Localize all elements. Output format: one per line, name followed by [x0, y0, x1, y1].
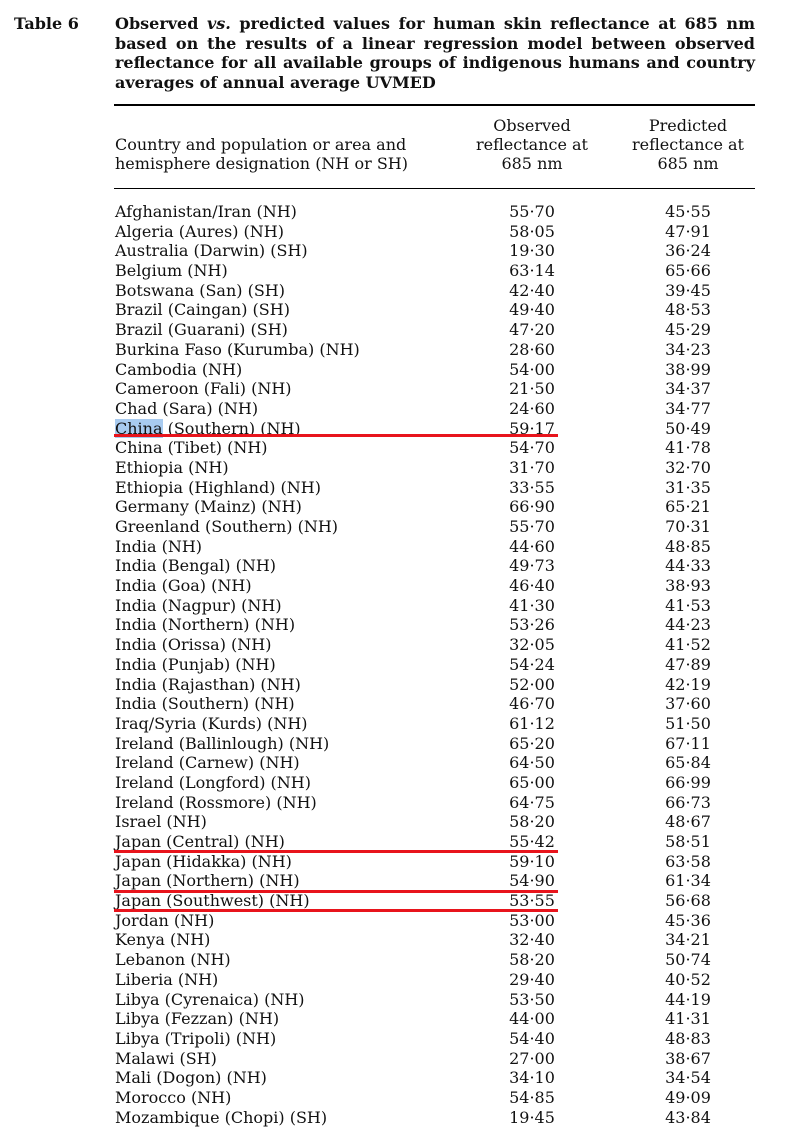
cell-country: Ireland (Longford) (NH) [115, 772, 311, 792]
cell-predicted: 49·09 [665, 1087, 711, 1107]
cell-country: India (Northern) (NH) [115, 615, 296, 635]
cell-country: Japan (Southwest) (NH) [115, 891, 310, 911]
table-row [0, 812, 807, 832]
cell-country: Jordan (NH) [115, 910, 215, 930]
table-row [0, 261, 807, 281]
cell-predicted: 48·67 [665, 812, 711, 832]
cell-observed: 31·70 [509, 457, 555, 477]
cell-predicted: 65·84 [665, 753, 711, 773]
table-row [0, 911, 807, 931]
cell-predicted: 48·53 [665, 300, 711, 320]
table-label: Table 6 [14, 14, 79, 33]
cell-observed: 54·40 [509, 1028, 555, 1048]
table-row [0, 1108, 807, 1128]
cell-country: India (Punjab) (NH) [115, 654, 276, 674]
cell-country: Botswana (San) (SH) [115, 280, 285, 300]
table-row [0, 793, 807, 813]
table-row [0, 300, 807, 320]
cell-country: Australia (Darwin) (SH) [115, 241, 308, 261]
cell-observed: 47·20 [509, 320, 555, 340]
cell-observed: 32·05 [509, 635, 555, 655]
cell-country: Mozambique (Chopi) (SH) [115, 1107, 328, 1127]
cell-country: Lebanon (NH) [115, 950, 231, 970]
cell-observed: 49·73 [509, 556, 555, 576]
table-row [0, 950, 807, 970]
cell-predicted: 34·23 [665, 339, 711, 359]
cell-country: Liberia (NH) [115, 969, 219, 989]
cell-predicted: 34·37 [665, 379, 711, 399]
cell-predicted: 43·84 [665, 1107, 711, 1127]
cell-country: Brazil (Guarani) (SH) [115, 320, 288, 340]
cell-observed: 58·20 [509, 950, 555, 970]
header-country: Country and population or area and hemisphere designation (NH or SH) [115, 135, 408, 173]
cell-country: Libya (Cyrenaica) (NH) [115, 989, 305, 1009]
cell-predicted: 48·85 [665, 536, 711, 556]
cell-observed: 55·70 [509, 517, 555, 536]
cell-predicted: 34·54 [665, 1068, 711, 1088]
cell-observed: 44·00 [509, 1009, 555, 1029]
cell-country: India (NH) [115, 536, 203, 556]
table-row [0, 576, 807, 596]
cell-country: Burkina Faso (Kurumba) (NH) [115, 339, 360, 359]
table-row [0, 930, 807, 950]
cell-observed: 54·70 [509, 438, 555, 458]
cell-predicted: 36·24 [665, 241, 711, 261]
cell-predicted: 47·91 [665, 221, 711, 241]
cell-observed: 53·50 [509, 989, 555, 1009]
cell-observed: 55·70 [509, 202, 555, 221]
cell-observed: 46·40 [509, 576, 555, 596]
cell-observed: 55·42 [509, 832, 555, 851]
cell-observed: 34·10 [509, 1068, 555, 1088]
cell-observed: 65·20 [509, 733, 555, 753]
table-row [0, 1068, 807, 1088]
cell-observed: 53·55 [509, 891, 555, 911]
cell-country: Mali (Dogon) (NH) [115, 1068, 267, 1088]
annotation-underline [114, 850, 558, 853]
cell-observed: 59·17 [509, 418, 555, 438]
cell-country: Libya (Tripoli) (NH) [115, 1028, 277, 1048]
cell-predicted: 44·23 [665, 615, 711, 635]
cell-observed: 46·70 [509, 694, 555, 714]
cell-country: Brazil (Caingan) (SH) [115, 300, 290, 320]
cell-observed: 27·00 [509, 1048, 555, 1068]
annotation-underline [114, 434, 558, 437]
header-rule [114, 188, 755, 189]
cell-country: India (Bengal) (NH) [115, 556, 277, 576]
cell-predicted: 48·83 [665, 1028, 711, 1048]
annotation-underline [114, 909, 558, 912]
cell-country: Cameroon (Fali) (NH) [115, 379, 292, 399]
table-row [0, 714, 807, 734]
cell-predicted: 47·89 [665, 654, 711, 674]
table-row [0, 753, 807, 773]
table-row [0, 1088, 807, 1108]
cell-observed: 64·50 [509, 753, 555, 773]
cell-predicted: 44·33 [665, 556, 711, 576]
table-row [0, 734, 807, 754]
cell-observed: 19·30 [509, 241, 555, 261]
cell-observed: 41·30 [509, 595, 555, 615]
cell-country: Ethiopia (Highland) (NH) [115, 477, 321, 497]
cell-observed: 58·20 [509, 812, 555, 832]
text-selection-highlight: China [115, 418, 163, 438]
table-row [0, 1029, 807, 1049]
cell-predicted: 41·78 [665, 438, 711, 458]
cell-predicted: 38·93 [665, 576, 711, 596]
cell-predicted: 32·70 [665, 457, 711, 477]
table-row [0, 360, 807, 380]
cell-observed: 64·75 [509, 792, 555, 812]
table-caption [115, 14, 755, 92]
cell-country: India (Nagpur) (NH) [115, 595, 282, 615]
table-row [0, 675, 807, 695]
cell-observed: 59·10 [509, 851, 555, 871]
cell-observed: 49·40 [509, 300, 555, 320]
table-body [0, 202, 807, 1127]
table-row [0, 596, 807, 616]
cell-predicted: 45·29 [665, 320, 711, 340]
cell-country-rest: (Southern) (NH) [162, 418, 301, 438]
table-row [0, 773, 807, 793]
cell-predicted: 34·77 [665, 398, 711, 418]
cell-predicted: 66·73 [665, 792, 711, 812]
cell-observed: 21·50 [509, 379, 555, 399]
table-row [0, 537, 807, 557]
cell-predicted: 38·99 [665, 359, 711, 379]
header-predicted: Predicted reflectance at 685 nm [632, 116, 744, 173]
cell-predicted: 70·31 [665, 517, 711, 536]
table-row [0, 1009, 807, 1029]
table-row [0, 222, 807, 242]
cell-observed: 54·90 [509, 871, 555, 891]
caption-part1: Observed [115, 14, 207, 33]
cell-predicted: 50·74 [665, 950, 711, 970]
table-row [0, 556, 807, 576]
cell-predicted: 45·55 [665, 202, 711, 221]
cell-observed: 54·85 [509, 1087, 555, 1107]
cell-country: Israel (NH) [115, 812, 207, 832]
cell-observed: 66·90 [509, 497, 555, 517]
cell-country: Japan (Hidakka) (NH) [115, 851, 292, 871]
cell-predicted: 63·58 [665, 851, 711, 871]
cell-country: Morocco (NH) [115, 1087, 232, 1107]
cell-observed: 33·55 [509, 477, 555, 497]
table-row [0, 478, 807, 498]
table-row [0, 694, 807, 714]
cell-predicted: 38·67 [665, 1048, 711, 1068]
cell-country: India (Southern) (NH) [115, 694, 295, 714]
cell-predicted: 56·68 [665, 891, 711, 911]
table-row [0, 970, 807, 990]
cell-predicted: 45·36 [665, 910, 711, 930]
cell-country: Malawi (SH) [115, 1048, 217, 1068]
cell-predicted: 34·21 [665, 930, 711, 950]
cell-predicted: 65·66 [665, 261, 711, 281]
table-row [0, 517, 807, 537]
table-row [0, 202, 807, 222]
cell-observed: 61·12 [509, 713, 555, 733]
cell-predicted: 44·19 [665, 989, 711, 1009]
cell-country: Chad (Sara) (NH) [115, 398, 259, 418]
cell-country: Cambodia (NH) [115, 359, 243, 379]
cell-predicted: 41·52 [665, 635, 711, 655]
table-row [0, 281, 807, 301]
table-row [0, 438, 807, 458]
cell-country: India (Goa) (NH) [115, 576, 252, 596]
cell-country: Ethiopia (NH) [115, 457, 229, 477]
cell-country: Libya (Fezzan) (NH) [115, 1009, 280, 1029]
cell-country: China (Tibet) (NH) [115, 438, 268, 458]
cell-country: Ireland (Rossmore) (NH) [115, 792, 317, 812]
cell-predicted: 51·50 [665, 713, 711, 733]
cell-country: Ireland (Carnew) (NH) [115, 753, 300, 773]
cell-country: Japan (Northern) (NH) [115, 871, 300, 891]
table-row [0, 340, 807, 360]
cell-country: Ireland (Ballinlough) (NH) [115, 733, 330, 753]
cell-country: Iraq/Syria (Kurds) (NH) [115, 713, 308, 733]
table-row [0, 990, 807, 1010]
cell-observed: 29·40 [509, 969, 555, 989]
cell-observed: 24·60 [509, 398, 555, 418]
cell-predicted: 39·45 [665, 280, 711, 300]
cell-country: India (Rajasthan) (NH) [115, 674, 301, 694]
cell-country: Greenland (Southern) (NH) [115, 517, 339, 536]
table-row [0, 635, 807, 655]
cell-predicted: 40·52 [665, 969, 711, 989]
cell-predicted: 65·21 [665, 497, 711, 517]
table-row [0, 379, 807, 399]
cell-country: Afghanistan/Iran (NH) [115, 202, 297, 221]
cell-observed: 19·45 [509, 1107, 555, 1127]
cell-country: Kenya (NH) [115, 930, 211, 950]
cell-observed: 52·00 [509, 674, 555, 694]
table-top-rule [114, 104, 755, 106]
cell-predicted: 31·35 [665, 477, 711, 497]
table-row [0, 497, 807, 517]
cell-observed: 53·00 [509, 910, 555, 930]
table-row [0, 871, 807, 891]
cell-country: Germany (Mainz) (NH) [115, 497, 302, 517]
cell-predicted: 61·34 [665, 871, 711, 891]
cell-predicted: 50·49 [665, 418, 711, 438]
table-row [0, 655, 807, 675]
cell-predicted: 42·19 [665, 674, 711, 694]
cell-observed: 32·40 [509, 930, 555, 950]
caption-part2: predicted values for human skin reflectance at 685 nm based on the results of a linear regression model between observed reflectance for all available groups of indigenous humans and country averages of annual average UVMED [115, 14, 755, 92]
table-row [0, 241, 807, 261]
cell-observed: 44·60 [509, 536, 555, 556]
cell-observed: 54·00 [509, 359, 555, 379]
cell-country: Belgium (NH) [115, 261, 228, 281]
caption-italic: vs. [206, 14, 231, 33]
table-row [0, 852, 807, 872]
header-observed: Observed reflectance at 685 nm [476, 116, 588, 173]
cell-predicted: 58·51 [665, 832, 711, 851]
table-row [0, 891, 807, 911]
cell-predicted: 41·31 [665, 1009, 711, 1029]
cell-predicted: 37·60 [665, 694, 711, 714]
cell-observed: 54·24 [509, 654, 555, 674]
table-row [0, 458, 807, 478]
table-row [0, 399, 807, 419]
table-row [0, 832, 807, 852]
cell-predicted: 66·99 [665, 772, 711, 792]
cell-country: India (Orissa) (NH) [115, 635, 272, 655]
cell-country: Algeria (Aures) (NH) [115, 221, 284, 241]
cell-observed: 28·60 [509, 339, 555, 359]
cell-observed: 63·14 [509, 261, 555, 281]
table-row [0, 320, 807, 340]
table-row [0, 615, 807, 635]
table-row [0, 1049, 807, 1069]
cell-observed: 58·05 [509, 221, 555, 241]
cell-predicted: 41·53 [665, 595, 711, 615]
cell-observed: 53·26 [509, 615, 555, 635]
cell-country: Japan (Central) (NH) [115, 832, 285, 851]
cell-observed: 65·00 [509, 772, 555, 792]
cell-observed: 42·40 [509, 280, 555, 300]
cell-predicted: 67·11 [665, 733, 711, 753]
annotation-underline [114, 890, 558, 893]
